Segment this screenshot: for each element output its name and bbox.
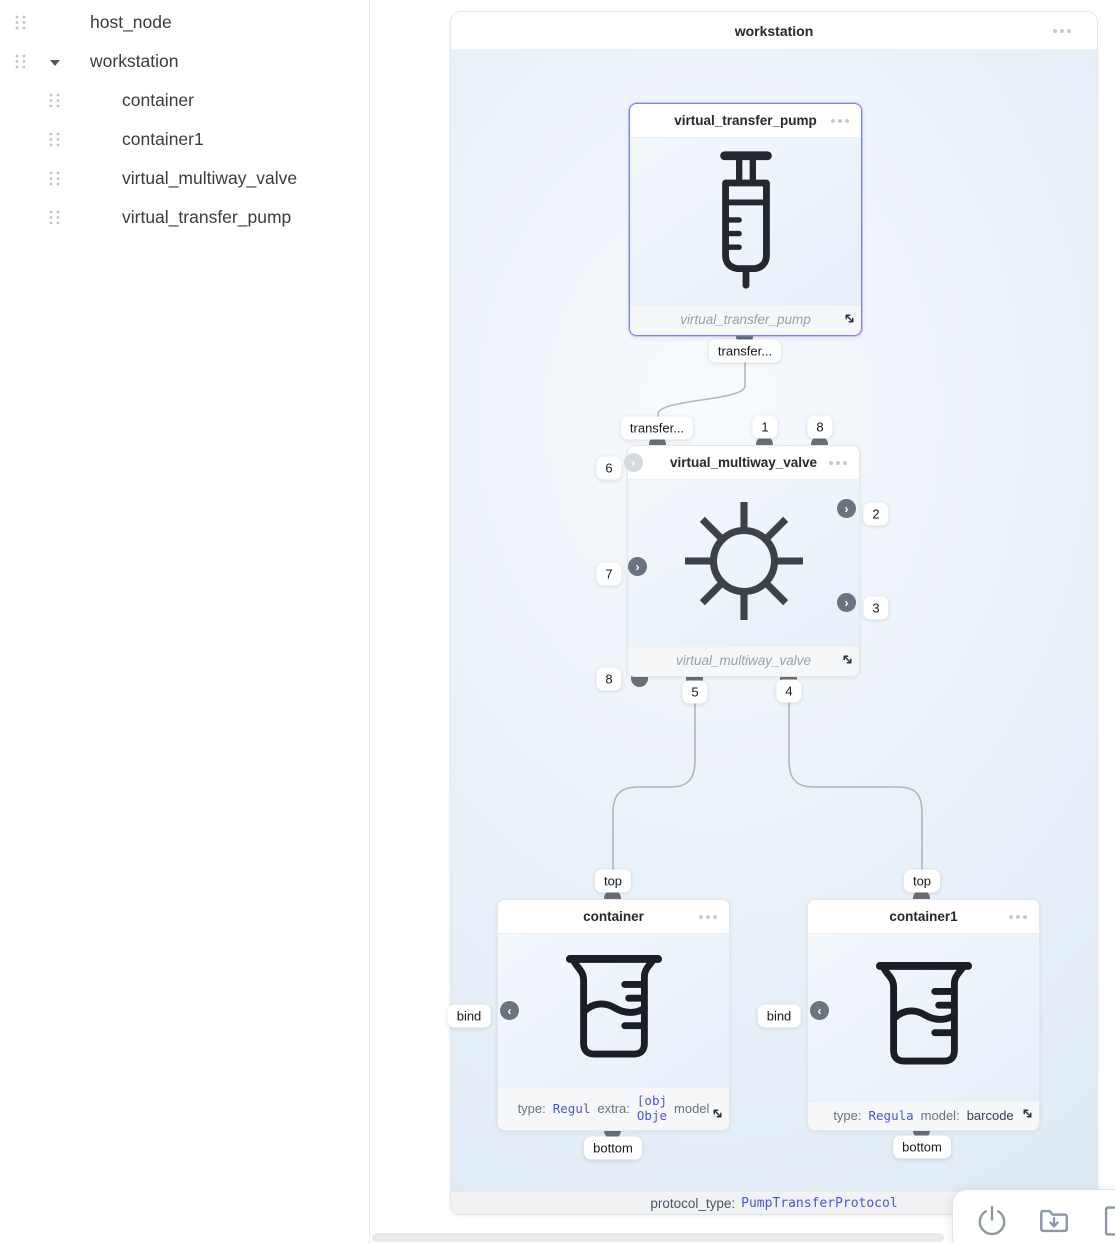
port-2-handle[interactable] [837,499,856,518]
more-menu-icon[interactable] [829,461,847,465]
node-instance-name: virtual_multiway_valve [675,653,812,668]
node-title: virtual_transfer_pump [674,113,817,128]
chevron-right-icon: › [631,455,636,470]
type-value: Regula [868,1108,914,1123]
model-value: barcode [966,1108,1014,1123]
more-menu-icon[interactable] [831,119,849,123]
more-menu-icon[interactable] [699,915,717,919]
node-header [628,446,859,480]
port-label-5: 5 [682,681,707,704]
sidebar-item-container1[interactable] [0,127,368,157]
multiway-valve-icon [683,500,805,627]
type-value: Regul [552,1101,591,1117]
port-7-handle[interactable] [628,557,647,576]
power-icon[interactable] [975,1203,1009,1239]
chevron-left-icon: ‹ [507,1003,512,1018]
node-footer [630,305,861,335]
sidebar-item-container[interactable] [0,88,368,118]
resize-handle-icon[interactable] [841,653,854,671]
sidebar-item-label: container1 [122,129,204,149]
node-footer [628,646,859,676]
sidebar-item-label: virtual_transfer_pump [122,207,292,227]
sidebar-item-label: host_node [90,12,172,32]
port-3-handle[interactable] [837,593,856,612]
port-label-bind: bind [448,1005,491,1028]
drag-handle-icon[interactable] [14,53,27,75]
resize-handle-icon[interactable] [843,312,856,330]
sidebar-item-label: virtual_multiway_valve [122,168,298,188]
port-label-8: 8 [807,416,832,439]
port-label-1: 1 [752,416,777,439]
syringe-icon [702,146,790,297]
node-virtual-multiway-valve[interactable] [627,445,860,677]
horizontal-scrollbar[interactable] [372,1233,944,1242]
drag-handle-icon[interactable] [48,209,61,231]
port-label-transfer: transfer... [621,417,693,440]
model-label: model: [920,1108,960,1123]
node-body [808,934,1039,1101]
port-label-2: 2 [863,503,888,526]
sidebar-item-label: workstation [90,51,179,71]
sidebar-item-virtual-transfer-pump[interactable] [0,205,368,235]
type-label: type: [517,1101,546,1117]
port-label-bind: bind [758,1005,801,1028]
port-bind-handle[interactable] [500,1001,519,1020]
floating-toolbar [953,1190,1115,1243]
node-fields [808,1101,1039,1130]
extra-value: [obj Obje [636,1093,668,1123]
drag-handle-icon[interactable] [48,170,61,192]
chevron-right-icon: › [635,559,640,574]
node-title: virtual_multiway_valve [669,455,818,470]
port-label-6: 6 [596,457,621,480]
node-virtual-transfer-pump[interactable] [629,103,862,336]
port-6-handle[interactable] [624,453,643,472]
drag-handle-icon[interactable] [48,92,61,114]
chevron-right-icon: › [844,595,849,610]
chevron-left-icon: ‹ [817,1003,822,1018]
sidebar-item-workstation[interactable] [0,49,368,79]
sidebar-item-label: container [122,90,194,110]
port-label-transfer: transfer... [709,340,781,363]
port-label-7: 7 [596,563,621,586]
beaker-icon [874,958,974,1077]
node-header [808,900,1039,934]
node-container1[interactable] [807,899,1040,1131]
model-label: model [674,1101,710,1117]
port-bind-handle[interactable] [810,1001,829,1020]
resize-handle-icon[interactable] [711,1107,724,1125]
port-label-bottom: bottom [893,1136,951,1159]
sidebar-item-virtual-multiway-valve[interactable] [0,166,368,196]
node-header [498,900,729,934]
extra-label: extra: [597,1101,630,1117]
node-title: container1 [889,909,958,924]
port-label-top: top [904,870,940,893]
panel-title: workstation [734,23,814,39]
port-label-3: 3 [863,597,888,620]
protocol-type-value: PumpTransferProtocol [741,1195,898,1211]
node-title: container [583,909,644,924]
node-header [630,104,861,138]
port-label-8: 8 [596,668,621,691]
more-menu-icon[interactable] [1009,915,1027,919]
sidebar-item-host-node[interactable] [0,10,368,40]
node-body [498,934,729,1087]
node-body [630,138,861,305]
node-container[interactable] [497,899,730,1131]
beaker-icon [564,951,664,1070]
node-fields [498,1087,729,1130]
more-menu-icon[interactable] [1053,29,1071,33]
node-instance-name: virtual_transfer_pump [680,312,811,327]
component-tree-sidebar [0,0,370,1243]
file-icon[interactable] [1099,1203,1115,1239]
caret-down-icon[interactable] [50,60,60,66]
folder-download-icon[interactable] [1037,1203,1071,1239]
port-label-top: top [595,870,631,893]
workstation-panel-header [451,12,1097,50]
port-label-bottom: bottom [584,1137,642,1160]
type-label: type: [833,1108,862,1123]
drag-handle-icon[interactable] [48,131,61,153]
node-body [628,480,859,646]
protocol-type-label: protocol_type: [650,1195,736,1211]
chevron-right-icon: › [844,501,849,516]
resize-handle-icon[interactable] [1021,1107,1034,1125]
port-label-4: 4 [776,680,801,703]
drag-handle-icon[interactable] [14,14,27,36]
